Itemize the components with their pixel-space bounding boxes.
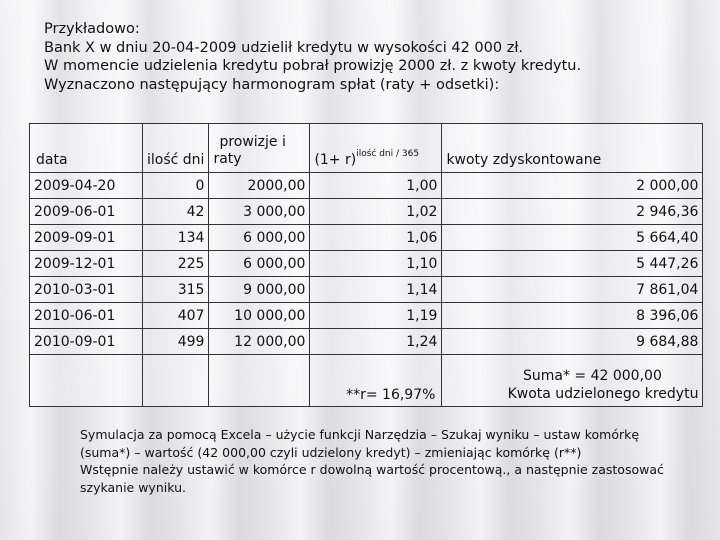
- cell-factor: 1,10: [310, 251, 442, 277]
- note-line-1: Symulacja za pomocą Excela – użycie funkcji Narzędzia – Szukaj wyniku – ustaw komórkę: [80, 427, 640, 442]
- header-discounted: kwoty zdyskontowane: [442, 124, 703, 173]
- table-row: [30, 225, 703, 251]
- note-line-4: szykanie wyniku.: [80, 479, 186, 495]
- r-value: **r= 16,97%: [346, 387, 436, 403]
- cell-days: 315: [143, 277, 209, 303]
- header-fees-line-1: prowizje i: [219, 134, 286, 150]
- cell-discounted: 2 946,36: [442, 199, 703, 225]
- table-row: [30, 329, 703, 355]
- intro-line-1: Przykładowo:: [44, 21, 140, 37]
- cell-fee: 2000,00: [209, 173, 310, 199]
- cell-date: 2009-09-01: [30, 225, 143, 251]
- cell-discounted: 8 396,06: [442, 303, 703, 329]
- cell-discounted: 5 447,26: [442, 251, 703, 277]
- table-footer-row: [30, 355, 703, 407]
- cell-discounted: 7 861,04: [442, 277, 703, 303]
- cell-days: 134: [143, 225, 209, 251]
- cell-days: 407: [143, 303, 209, 329]
- cell-date: 2010-03-01: [30, 277, 143, 303]
- cell-date: 2009-12-01: [30, 251, 143, 277]
- cell-date: 2010-09-01: [30, 329, 143, 355]
- cell-days: 499: [143, 329, 209, 355]
- cell-fee: 6 000,00: [209, 251, 310, 277]
- cell-factor: 1,02: [310, 199, 442, 225]
- cell-date: 2009-04-20: [30, 173, 143, 199]
- cell-fee: 6 000,00: [209, 225, 310, 251]
- table-row: [30, 199, 703, 225]
- header-days: ilość dni: [143, 124, 209, 173]
- repayment-schedule-table: [29, 123, 703, 407]
- header-date: data: [30, 124, 143, 173]
- table-row: [30, 173, 703, 199]
- sum-value: Suma* = 42 000,00: [523, 368, 662, 384]
- cell-fee: 10 000,00: [209, 303, 310, 329]
- header-fees: [209, 124, 310, 173]
- header-fees-line-2: raty: [213, 151, 242, 167]
- table-row: [30, 251, 703, 277]
- cell-factor: 1,14: [310, 277, 442, 303]
- cell-discounted: 9 684,88: [442, 329, 703, 355]
- intro-line-3: W momencie udzielenia kredytu pobrał prowizję 2000 zł. z kwoty kredytu.: [44, 58, 582, 74]
- header-factor-exponent: ilość dni / 365: [356, 149, 420, 159]
- sum-caption: Kwota udzielonego kredytu: [507, 386, 699, 402]
- cell-date: 2009-06-01: [30, 199, 143, 225]
- table-header-row: [30, 124, 703, 173]
- cell-fee: 3 000,00: [209, 199, 310, 225]
- footer-empty-cell: [209, 355, 310, 407]
- note-line-2: (suma*) – wartość (42 000,00 czyli udzielony kredyt) – zmieniając komórkę (r**): [80, 444, 582, 460]
- cell-factor: 1,06: [310, 225, 442, 251]
- header-factor: [310, 124, 442, 173]
- note-line-3: Wstępnie należy ustawić w komórce r dowolną wartość procentową., a następnie zastosować: [80, 462, 664, 477]
- footer-empty-cell: [143, 355, 209, 407]
- cell-days: 0: [143, 173, 209, 199]
- cell-factor: 1,24: [310, 329, 442, 355]
- intro-line-2: Bank X w dniu 20-04-2009 udzielił kredytu w wysokości 42 000 zł.: [44, 39, 524, 56]
- intro-text: [44, 20, 581, 94]
- cell-days: 42: [143, 199, 209, 225]
- intro-line-4: Wyznaczono następujący harmonogram spłat (raty + odsetki):: [44, 76, 500, 93]
- cell-fee: 9 000,00: [209, 277, 310, 303]
- cell-discounted: 2 000,00: [442, 173, 703, 199]
- footer-empty-cell: [30, 355, 143, 407]
- excel-note: [80, 426, 680, 496]
- header-factor-base: (1+ r): [314, 152, 357, 168]
- footer-r-cell: [310, 355, 442, 407]
- cell-factor: 1,19: [310, 303, 442, 329]
- table-row: [30, 303, 703, 329]
- cell-date: 2010-06-01: [30, 303, 143, 329]
- cell-fee: 12 000,00: [209, 329, 310, 355]
- cell-days: 225: [143, 251, 209, 277]
- table-row: [30, 277, 703, 303]
- cell-discounted: 5 664,40: [442, 225, 703, 251]
- cell-factor: 1,00: [310, 173, 442, 199]
- footer-sum-cell: [442, 355, 703, 407]
